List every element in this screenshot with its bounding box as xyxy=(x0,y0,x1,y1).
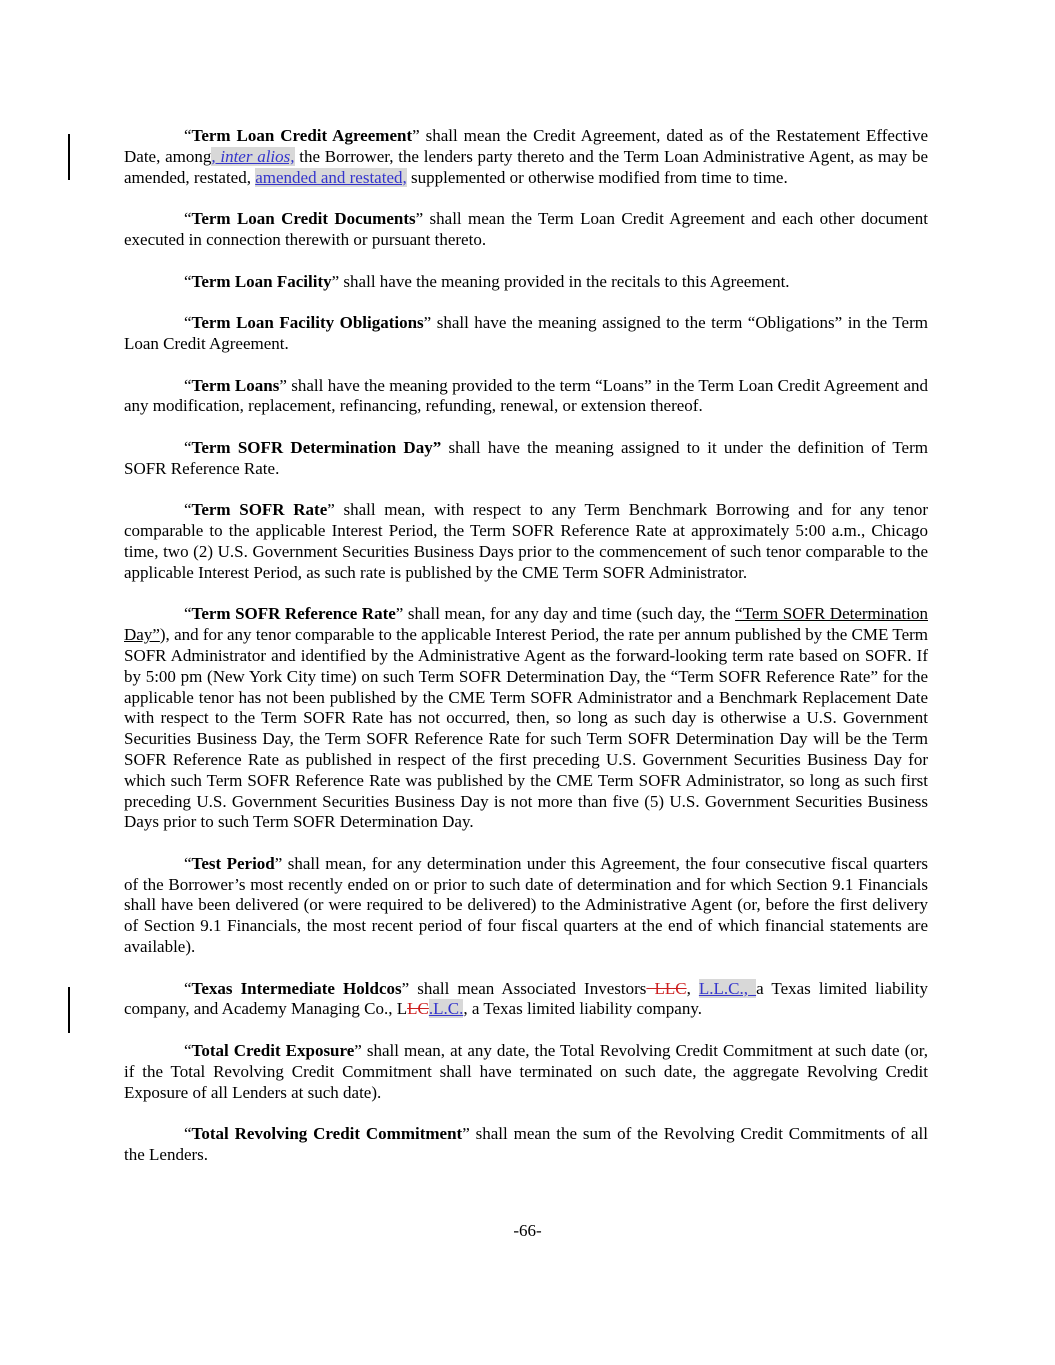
text-run: “ xyxy=(184,126,192,145)
text-run: ” shall have the meaning assigned to the term “Obligations” in the Term Loan Credit Agreement. xyxy=(124,313,928,353)
page-number: -66- xyxy=(513,1221,542,1240)
text-run: ), and for any tenor comparable to the applicable Interest Period, the rate per annum published by the CME Term SOFR Administrator and identified by the Administrative Agent as the forward-looking term rate based on SOFR. If by 5:00 pm (New York City time) on such Term SOFR Determination Day, the “Term SOFR Reference Rate” for the applicable tenor has not been published by the CME Term SOFR Administrator and a Benchmark Replacement Date with respect to the Term SOFR Rate has not occurred, then, so long as such day is otherwise a U.S. Government Securities Business Day, the Term SOFR Reference Rate for such Term SOFR Determination Day will be the Term SOFR Reference Rate as published in respect of the first preceding U.S. Government Securities Business Day for which such Term SOFR Reference Rate was published by the CME Term SOFR Administrator, so long as such first preceding U.S. Government Securities Business Day is not more than five (5) U.S. Government Securities Business Days prior to such Term SOFR Determination Day. xyxy=(124,625,928,832)
defined-term: Term Loan Facility xyxy=(191,271,332,291)
text-run: , a Texas limited liability company. xyxy=(463,999,702,1019)
text-run: ” shall mean the sum of the Revolving Credit Commitments of all the Lenders. xyxy=(124,1124,928,1165)
text-run: , xyxy=(686,978,699,998)
text-run: “ xyxy=(184,375,192,395)
text-run: “ xyxy=(184,853,192,873)
text-run: “ xyxy=(184,500,192,520)
defined-term: Term Loan Credit Agreement xyxy=(191,126,413,145)
text-run: ” shall have the meaning provided to the term “Loans” in the Term Loan Credit Agreement and any modification, replacement, refinancing, refunding, renewal, or extension thereof. xyxy=(124,375,928,416)
paragraph xyxy=(124,438,928,480)
defined-term: Term SOFR Rate xyxy=(191,500,328,520)
document-body xyxy=(124,126,928,1187)
text-run: ” shall mean the Term Loan Credit Agreement and each other document executed in connection therewith or pursuant thereto. xyxy=(124,209,928,249)
text-run: ” shall mean, for any day and time (such day, the xyxy=(395,604,736,624)
defined-term: Texas Intermediate Holdcos xyxy=(191,978,402,998)
paragraph xyxy=(124,209,928,251)
paragraph xyxy=(124,500,928,583)
text-run: ” shall mean the Credit Agreement, dated as of the Restatement Effective Date, among xyxy=(124,126,928,166)
inserted-text: .L.C. xyxy=(428,999,464,1019)
page-footer xyxy=(0,1221,1055,1242)
text-run: ” shall mean Associated Investors xyxy=(401,978,647,998)
paragraph xyxy=(124,854,928,958)
defined-term: Total Credit Exposure xyxy=(191,1041,355,1061)
defined-term: Total Revolving Credit Commitment xyxy=(191,1124,463,1144)
text-run: a Texas limited liability company, and Academy Managing Co., L xyxy=(124,978,928,1019)
paragraph xyxy=(124,1124,928,1166)
defined-term: Term Loan Facility Obligations xyxy=(191,313,424,333)
text-run: ” shall mean, at any date, the Total Revolving Credit Commitment at such date (or, if the Total Revolving Credit Commitment shall have terminated on such date, the aggregate Revolving Credit Exposure of all Lenders at such date). xyxy=(124,1041,928,1102)
text-run: the Borrower, the lenders party thereto and the Term Loan Administrative Agent, as may be amended, restated, xyxy=(124,146,929,187)
paragraph xyxy=(124,1041,928,1103)
paragraph xyxy=(124,376,928,418)
defined-term: Test Period xyxy=(191,853,275,873)
inserted-text: L.L.C., xyxy=(698,978,757,998)
paragraph xyxy=(124,126,928,188)
text-run: ” shall have the meaning provided in the recitals to this Agreement. xyxy=(331,271,790,291)
text-run: “ xyxy=(184,1041,192,1061)
text-run: “ xyxy=(184,604,192,624)
text-run: supplemented or otherwise modified from time to time. xyxy=(406,167,788,187)
paragraph xyxy=(124,604,928,833)
text-run: “ xyxy=(184,437,192,457)
paragraph xyxy=(124,272,928,293)
change-bar xyxy=(68,134,70,180)
defined-term: Term SOFR Reference Rate xyxy=(191,604,396,624)
text-run: “ xyxy=(184,313,192,333)
defined-term: Term Loans xyxy=(191,375,280,395)
text-run: “ xyxy=(184,978,192,998)
text-run: “ xyxy=(184,209,192,229)
inserted-text: , inter alios, xyxy=(211,146,295,166)
deleted-text: LC xyxy=(407,999,429,1019)
text-run: “ xyxy=(184,271,192,291)
deleted-text: LLC xyxy=(646,978,687,998)
defined-term: Term SOFR Determination Day” xyxy=(191,437,442,457)
paragraph xyxy=(124,313,928,355)
defined-term: Term Loan Credit Documents xyxy=(191,209,416,229)
paragraph xyxy=(124,979,928,1021)
text-run: ” shall mean, for any determination under this Agreement, the four consecutive fiscal quarters of the Borrower’s most recently ended on or prior to such date of determination and for which Section 9.1 Financials shall have been delivered (or were required to be delivered) to the Administrative Agent (or, before the first delivery of Section 9.1 Financials, the most recent period of four fiscal quarters at the end of which financial statements are available). xyxy=(124,853,928,957)
text-run: ” shall mean, with respect to any Term Benchmark Borrowing and for any tenor comparable to the applicable Interest Period, the Term SOFR Reference Rate at approximately 5:00 a.m., Chicago time, two (2) U.S. Government Securities Business Days prior to the commencement of such tenor comparable to the applicable Interest Period, as such rate is published by the CME Term SOFR Administrator. xyxy=(124,500,928,582)
cross-reference: “Term SOFR Determination Day” xyxy=(124,604,928,645)
inserted-text: amended and restated, xyxy=(255,167,407,187)
text-run: “ xyxy=(184,1124,192,1144)
change-bar xyxy=(68,987,70,1033)
text-run: shall have the meaning assigned to it under the definition of Term SOFR Reference Rate. xyxy=(124,437,928,478)
